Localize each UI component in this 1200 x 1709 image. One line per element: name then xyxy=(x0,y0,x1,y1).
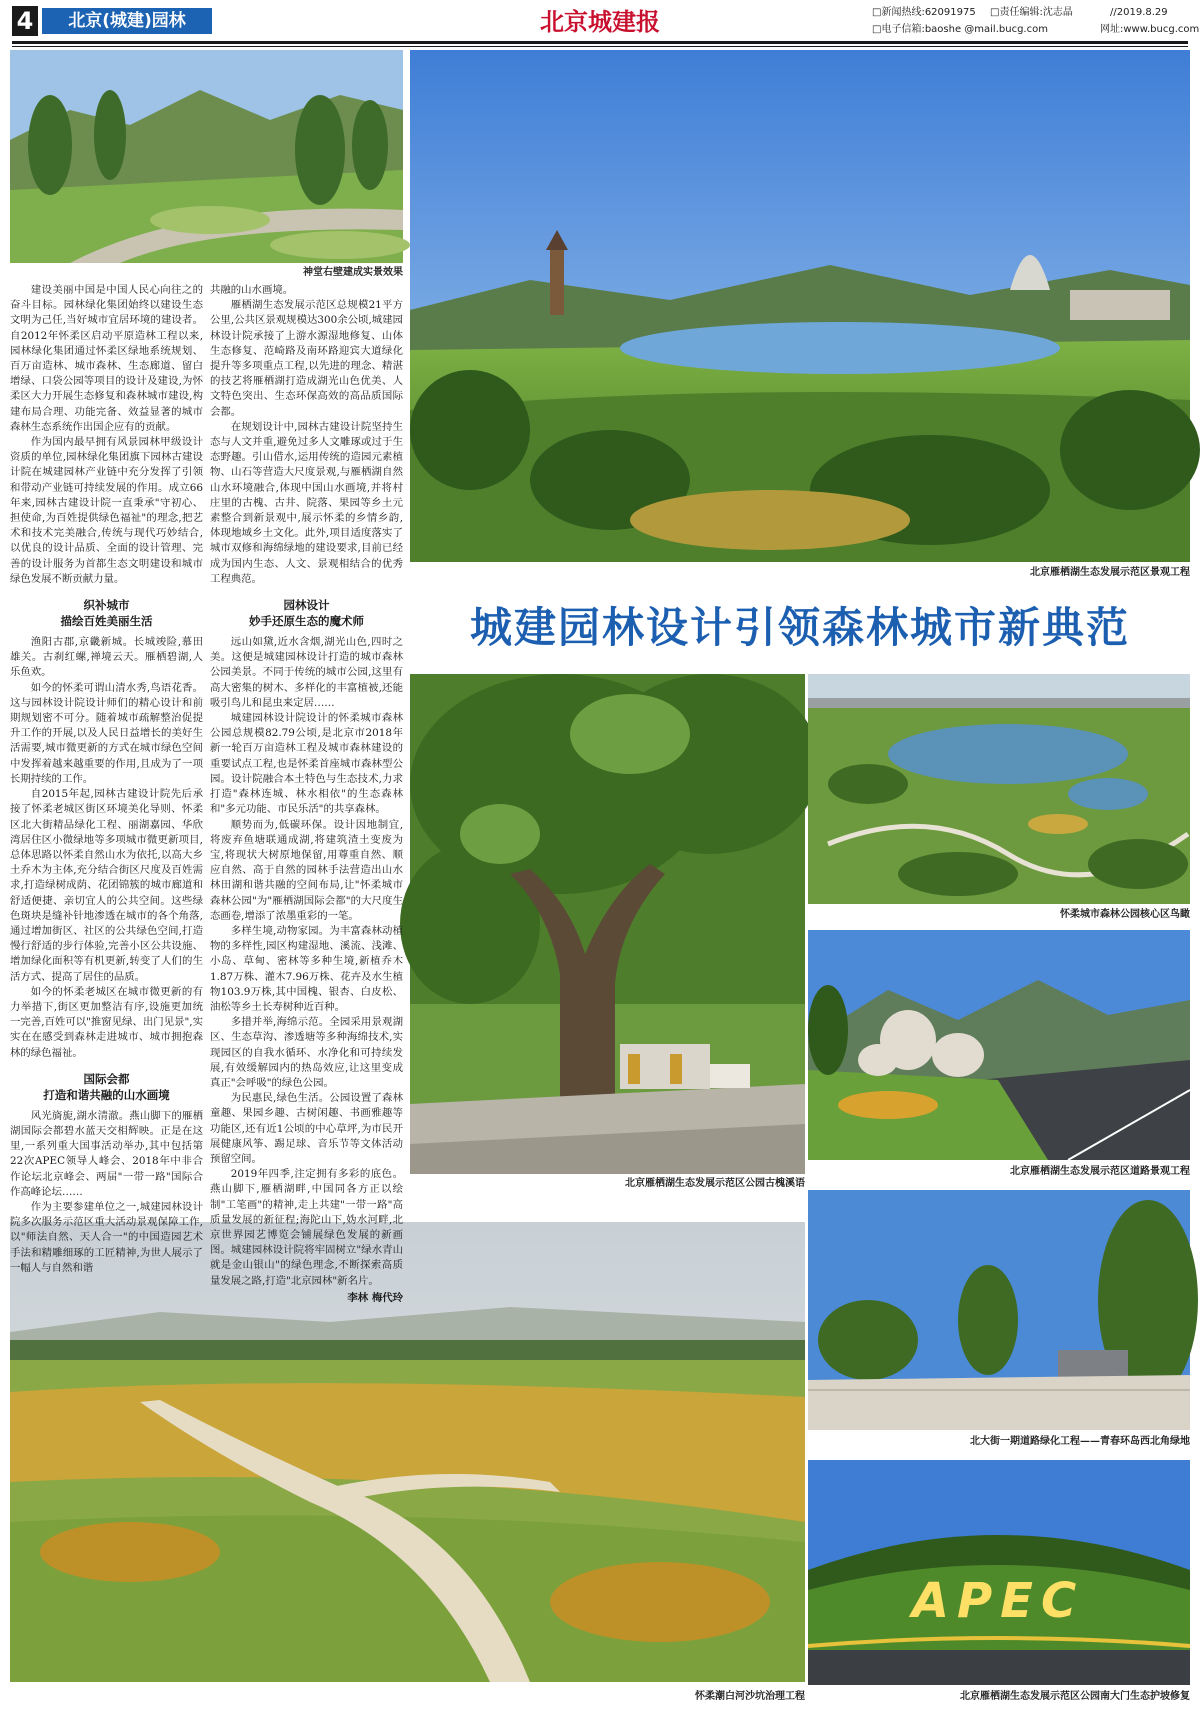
caption-chaobai-river: 怀柔潮白河沙坑治理工程 xyxy=(695,1691,805,1702)
paragraph: 作为主要参建单位之一,城建园林设计院多次服务示范区重大活动景观保障工作,以"师法自然、天人合一"的中国造园艺术手法和精雕细琢的工匠精神,为世人展示了一幅人与自然和谐 xyxy=(10,1200,203,1274)
photo-garden-top-left xyxy=(10,50,403,263)
editor: □责任编辑:沈志晶 xyxy=(990,7,1073,18)
paragraph: 顺势而为,低碳环保。设计因地制宜,将废弃鱼塘联通成湖,将建筑渣土变废为宝,将现状大树原地保留,用尊重自然、顺应自然、高于自然的园林手法营造出山水林田湖和谐共融的空间布局,让"怀柔城市森林公园"为"雁栖湖国际会都"的大尺度生态画卷,增添了浓墨重彩的一笔。 xyxy=(210,818,403,922)
paragraph: 2019年四季,注定拥有多彩的底色。燕山脚下,雁栖湖畔,中国同各方正以绘制"工笔画"的精神,走上共建"一带一路"高质量发展的新征程;海陀山下,妫水河畔,北京世界园艺博览会铺展绿色发展的新画图。城建园林设计院将牢固树立"绿水青山就是金山银山"的绿色理念,不断探索高质量发展之路,打造"北京园林"新名片。 xyxy=(210,1168,403,1287)
photo-north-street-green xyxy=(808,1190,1190,1430)
paragraph: 自2015年起,园林古建设计院先后承接了怀柔老城区街区环境美化导则、怀柔区北大街精品绿化工程、丽湖嘉园、华欣湾居住区小微绿地等多项城市微更新项目,总体思路以怀柔自然山水为依托,以高大乡土乔木为主体,充分结合街区尺度及百姓需求,打造绿树成荫、花团锦簇的城市廊道和舒适便捷、亲切宜人的公共空间。这些绿色斑块是缝补针地渗透在城市的各个角落,通过增加街区、社区的公共绿色空间,打造慢行舒适的步行体验,完善小区公共设施、增加绿化面积等有机更新,转变了人们的生活方式、提高了居住的品质。 xyxy=(10,788,203,983)
website: 网址:www.bucg.com xyxy=(1100,24,1200,35)
photo-road-landscape xyxy=(808,930,1190,1160)
paragraph: 共融的山水画境。 xyxy=(210,284,294,296)
paragraph: 风光旖旎,湖水清澈。燕山脚下的雁栖湖国际会都碧水蓝天交相辉映。正是在这里,一系列重大国事活动举办,其中包括第22次APEC领导人峰会、2018年中非合作论坛北京峰会、两届"一带一路"国际合作高峰论坛…… xyxy=(10,1109,203,1198)
issue-date: //2019.8.29 xyxy=(1110,7,1168,18)
subheading-weave-city: 织补城市 描绘百姓美丽生活 xyxy=(60,598,153,629)
photo-ancient-tree xyxy=(410,674,805,1174)
page-number: 4 xyxy=(12,6,38,36)
paragraph: 城建园林设计院设计的怀柔城市森林公园总规模82.79公顷,是北京市2018年新一轮百万亩造林工程及城市森林建设的重要试点工程,也是怀柔首座城市森林型公园。设计院融合本土特色与生态技术,力求打造"森林连城、林水相依"的生态森林和"多元功能、市民乐活"的共享森林。 xyxy=(210,712,403,816)
photo-chaobai-river xyxy=(10,1222,805,1682)
section-name: 北京(城建)园林 xyxy=(42,8,212,34)
paper-masthead: 北京城建报 xyxy=(540,7,660,36)
hotline: □新闻热线:62091975 xyxy=(872,7,976,18)
caption-apec-slope: 北京雁栖湖生态发展示范区公园南大门生态护坡修复 xyxy=(960,1691,1190,1702)
caption-road-landscape: 北京雁栖湖生态发展示范区道路景观工程 xyxy=(1010,1166,1190,1177)
paragraph: 远山如黛,近水含烟,湖光山色,四时之美。这便是城建园林设计打造的城市森林公园美景。不同于传统的城市公园,这里有高大密集的树木、多样化的丰富植被,还能吸引鸟儿和昆虫来定居…… xyxy=(210,636,403,709)
photo-yanqi-lake-landscape xyxy=(410,50,1190,562)
email: □电子信箱:baoshe @mail.bucg.com xyxy=(872,24,1048,35)
photo-forest-park-aerial xyxy=(808,674,1190,904)
paragraph: 为民惠民,绿色生活。公园设置了森林童趣、果园乡趣、古树闲趣、书画雅趣等功能区,还有近1公顷的中心草坪,为市民开展健康风筝、踢足球、音乐节等文体活动预留空间。 xyxy=(210,1092,403,1165)
paragraph: 作为国内最早拥有风景园林甲级设计资质的单位,园林绿化集团旗下园林古建设计院在城建园林产业链中充分发挥了引领和带动产业链可持续发展的作用。成立66年来,园林古建设计院一直秉承"守初心、担使命,为百姓提供绿色福祉"的理念,把艺术和技术完美融合,传统与现代巧妙结合,以优良的设计品质、全面的设计管理、完善的设计服务为首都生态文明建设和城市绿色发展不断贡献力量。 xyxy=(10,436,203,585)
photo-apec-slope xyxy=(808,1460,1190,1685)
paragraph: 建设美丽中国是中国人民心向往之的奋斗目标。园林绿化集团始终以建设生态文明为己任,当好城市宜居环境的建设者。自2012年怀柔区启动平原造林工程以来,园林绿化集团通过怀柔区绿地系统规划、百万亩造林、城市森林、生态廊道、留白增绿、口袋公园等项目的设计及建设,为怀柔区大力开展生态修复和森林城市建设,构建布局合理、功能完备、效益显著的城市森林生态系统作出国企应有的贡献。 xyxy=(10,284,203,433)
article-column-2 xyxy=(210,283,403,1304)
paragraph: 多措并举,海绵示范。全园采用景观湖区、生态草沟、渗透塘等多种海绵技术,实现园区的自我水循环、水净化和可持续发展,有效缓解园内的热岛效应,让这里变成真正"会呼吸"的绿色公园。 xyxy=(210,1016,403,1089)
header-rule-thin xyxy=(12,46,1188,47)
paragraph: 雁栖湖生态发展示范区总规模21平方公里,公共区景观规模达300余公顷,城建园林设计院承接了上游水源湿地修复、山体生态修复、范崎路及南环路迎宾大道绿化提升等多项重点工程,以先进的理念、精湛的技艺将雁栖湖打造成湖光山色优美、人文特色突出、生态环保高效的高品质国际会都。 xyxy=(210,299,403,418)
caption-yanqi-lake: 北京雁栖湖生态发展示范区景观工程 xyxy=(1030,567,1190,578)
paragraph: 如今的怀柔老城区在城市微更新的有力举措下,街区更加整洁有序,设施更加统一完善,百姓可以"推窗见绿、出门见景",实实在在感受到森林走进城市、城市拥抱森林的绿色福祉。 xyxy=(10,985,203,1059)
caption-north-street-green: 北大街一期道路绿化工程——青春环岛西北角绿地 xyxy=(970,1436,1190,1447)
headline: 城建园林设计引领森林城市新典范 xyxy=(469,603,1130,652)
apec-floral-letters: APEC xyxy=(911,1573,1085,1629)
paragraph: 多样生境,动物家园。为丰富森林动植物的多样性,园区构建湿地、溪流、浅滩、小岛、草甸、密林等多种生境,新植乔木1.87万株、灌木7.96万株、花卉及水生植物103.9万株,其中国槐、银杏、白皮松、油松等乡土长寿树种近百种。 xyxy=(210,924,403,1013)
subheading-international-venue: 国际会都 打造和谐共融的山水画境 xyxy=(43,1071,170,1102)
caption-forest-park-aerial: 怀柔城市森林公园核心区鸟瞰 xyxy=(1060,909,1190,920)
header-rule xyxy=(12,41,1188,44)
caption-ancient-tree: 北京雁栖湖生态发展示范区公园古槐溪语 xyxy=(625,1178,805,1189)
subheading-garden-design: 园林设计 妙手还原生态的魔术师 xyxy=(249,598,364,629)
paragraph: 如今的怀柔可谓山清水秀,鸟语花香。这与园林设计院设计师们的精心设计和前期规划密不可分。随着城市疏解整治促提升工作的开展,以及人民日益增长的美好生活需要,城市微更新的方式在城市绿色空间中发挥着越来越重要的作用,且成为了一项长期持续的工作。 xyxy=(10,681,203,785)
paragraph: 渔阳古郡,京畿新城。长城竣险,慕田雄关。古刹红螺,禅境云天。雁栖碧湖,人乐鱼欢。 xyxy=(10,636,203,679)
caption-garden-top-left: 神堂右壁建成实景效果 xyxy=(303,267,403,278)
byline: 李林 梅代玲 xyxy=(347,1291,403,1304)
article-column-1 xyxy=(10,283,203,1274)
paragraph: 在规划设计中,园林古建设计院坚持生态与人文并重,避免过多人文雕琢或过于生态野趣。引山借水,运用传统的造园元素植物、山石等营造大尺度景观,与雁栖湖自然山水环境融合,体现中国山水画境,并将村庄里的古槐、古井、院落、果园等乡土元素整合到新景观中,展示怀柔的乡情乡韵,体现地域乡土文化。此外,项目适度落实了城市双修和海绵绿地的建设要求,目前已经成为国内生态、人文、景观相结合的优秀工程典范。 xyxy=(210,420,403,585)
